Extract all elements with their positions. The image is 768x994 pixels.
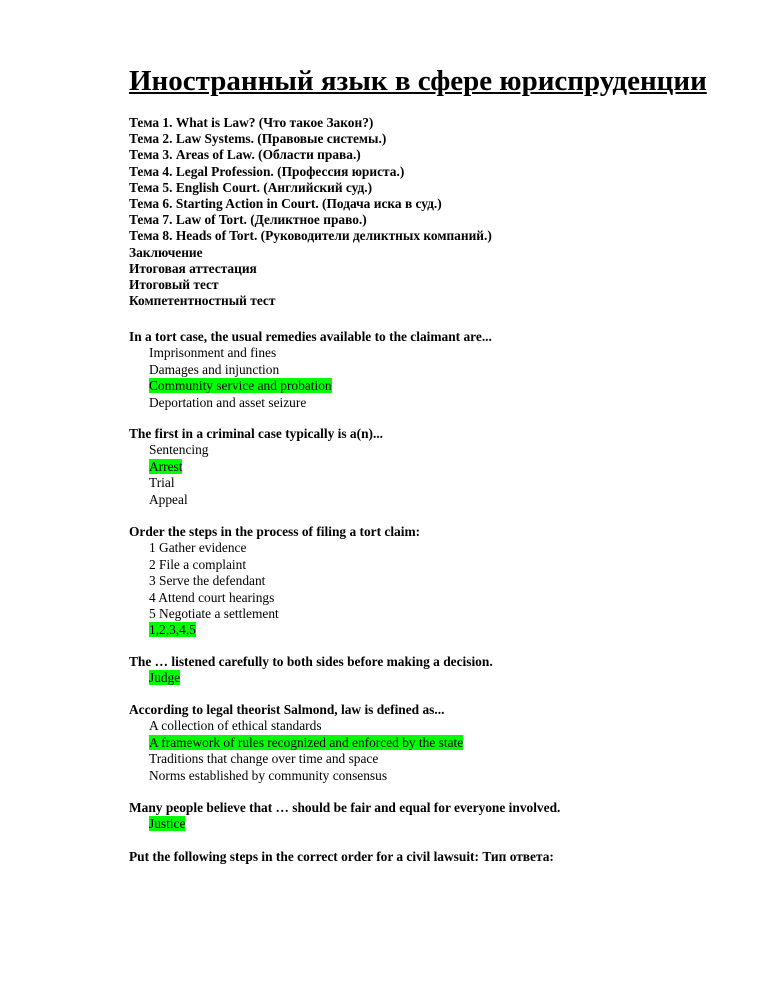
answer-options — [129, 442, 383, 508]
question-block — [129, 849, 554, 865]
toc-item: Тема 3. Areas of Law. (Области права.) — [129, 147, 361, 163]
answer-option: Sentencing — [149, 442, 209, 458]
toc-item: Тема 4. Legal Profession. (Профессия юриста.) — [129, 163, 405, 179]
question-block — [129, 329, 492, 411]
answer-option: Imprisonment and fines — [149, 345, 277, 361]
answer-options — [129, 540, 420, 638]
answer-options — [129, 816, 560, 832]
question-block — [129, 426, 383, 508]
toc-item: Тема 2. Law Systems. (Правовые системы.) — [129, 131, 387, 147]
answer-option-highlighted: Justice — [149, 816, 186, 832]
question-text: Many people believe that … should be fair and equal for everyone involved. — [129, 800, 561, 815]
question-text: Put the following steps in the correct order for a civil lawsuit: Тип ответа: — [129, 849, 554, 864]
question-block — [129, 702, 463, 784]
answer-option: 2 File a complaint — [149, 556, 247, 572]
answer-options — [129, 345, 492, 411]
question-block — [129, 654, 493, 687]
question-text: The first in a criminal case typically is a(n)... — [129, 426, 384, 441]
answer-option-highlighted: Community service and probation — [149, 378, 332, 394]
answer-option-highlighted: A framework of rules recognized and enforced by the state — [149, 734, 464, 750]
question-text: In a tort case, the usual remedies available to the claimant are... — [129, 329, 492, 344]
answer-option: Trial — [149, 475, 175, 491]
answer-option: 4 Attend court hearings — [149, 589, 275, 605]
answer-option: Traditions that change over time and space — [149, 751, 379, 767]
answer-option: Norms established by community consensus — [149, 767, 388, 783]
page-title: Иностранный язык в сфере юриспруденции — [129, 65, 707, 97]
question-block — [129, 524, 420, 639]
answer-option: A collection of ethical standards — [149, 718, 322, 734]
question-block — [129, 800, 560, 833]
answer-option-highlighted: Judge — [149, 670, 181, 686]
answer-option: 5 Negotiate a settlement — [149, 606, 279, 622]
table-of-contents — [129, 115, 492, 309]
toc-item: Тема 1. What is Law? (Что такое Закон?) — [129, 115, 374, 130]
toc-item: Компетентностный тест — [129, 293, 276, 309]
toc-item: Тема 5. English Court. (Английский суд.) — [129, 179, 373, 195]
toc-item: Тема 8. Heads of Tort. (Руководители деликтных компаний.) — [129, 228, 492, 244]
answer-option: 1 Gather evidence — [149, 540, 247, 556]
question-text: The … listened carefully to both sides before making a decision. — [129, 654, 493, 669]
answer-option: Damages and injunction — [149, 361, 280, 377]
question-text: According to legal theorist Salmond, law is defined as... — [129, 702, 445, 717]
toc-item: Итоговая аттестация — [129, 260, 257, 276]
answer-options — [129, 670, 493, 686]
answer-option: Deportation and asset seizure — [149, 394, 307, 410]
answer-options — [129, 718, 463, 784]
toc-item: Заключение — [129, 244, 203, 260]
answer-option: 3 Serve the defendant — [149, 573, 266, 589]
answer-option-highlighted: 1,2,3,4,5 — [149, 622, 196, 638]
answer-option-highlighted: Arrest — [149, 458, 183, 474]
toc-item: Тема 6. Starting Action in Court. (Подача иска в суд.) — [129, 196, 442, 212]
answer-option: Appeal — [149, 491, 188, 507]
question-text: Order the steps in the process of filing a tort claim: — [129, 524, 421, 539]
toc-item: Тема 7. Law of Tort. (Деликтное право.) — [129, 212, 367, 228]
toc-item: Итоговый тест — [129, 277, 219, 293]
